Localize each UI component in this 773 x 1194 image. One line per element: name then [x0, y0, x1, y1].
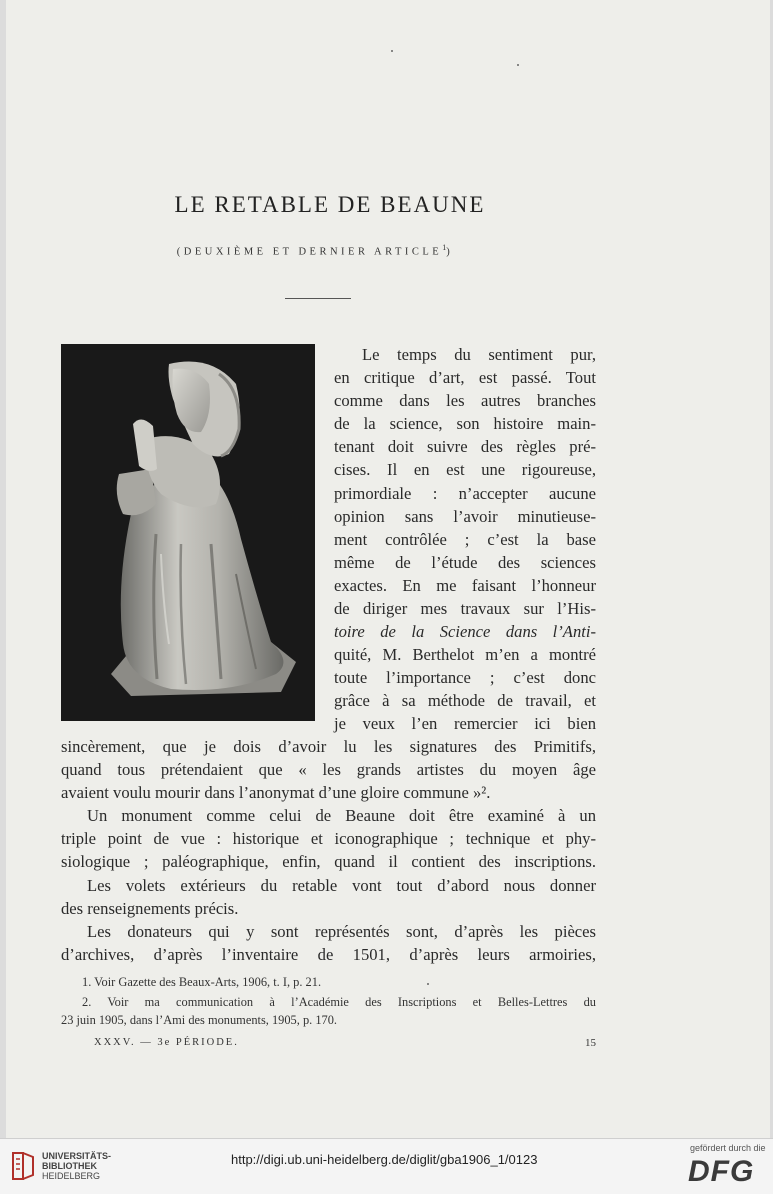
speck: [427, 983, 429, 985]
running-head: XXXV. — 3e PÉRIODE.: [94, 1037, 239, 1048]
article-subtitle: [0, 243, 630, 258]
library-line: HEIDELBERG: [42, 1171, 101, 1181]
body-line: quand tous prétendaient que « les grands artistes du moyen âge: [61, 760, 596, 779]
library-logo-icon[interactable]: [10, 1149, 36, 1183]
body-line: Les volets extérieurs du retable vont tout d’abord nous donner: [87, 876, 596, 895]
body-line: exactes. En me faisant l’honneur: [334, 576, 596, 595]
body-line: triple point de vue : historique et iconographique ; technique et phy-: [61, 829, 596, 848]
body-line: opinion sans l’avoir minutieuse-: [334, 507, 596, 526]
subtitle-close: ): [446, 246, 454, 258]
body-line: Les donateurs qui y sont représentés sont, d’après les pièces: [87, 922, 596, 941]
speck: [517, 64, 519, 66]
viewer-footer: [0, 1138, 773, 1194]
body-line: tenant doit suivre des règles pré-: [334, 437, 596, 456]
library-line: UNIVERSITÄTS-: [42, 1151, 112, 1161]
page-url-link[interactable]: http://digi.ub.uni-heidelberg.de/diglit/gba1906_1/0123: [231, 1152, 538, 1167]
body-line: en critique d’art, est passé. Tout: [334, 368, 596, 387]
body-line: de la science, son histoire main-: [334, 414, 596, 433]
body-line: ment contrôlée ; c’est la base: [334, 530, 596, 549]
footnote-2-cont: 23 juin 1905, dans l’Ami des monuments, 1905, p. 170.: [61, 1013, 338, 1027]
footnote-2: 2. Voir ma communication à l’Académie des Inscriptions et Belles-Lettres du: [82, 995, 596, 1009]
body-line: même de l’étude des sciences: [334, 553, 596, 572]
body-line: cises. Il en est une rigoureuse,: [334, 460, 596, 479]
subtitle-text: (DEUXIÈME ET DERNIER ARTICLE: [176, 246, 443, 258]
body-line: de diriger mes travaux sur l’His-: [334, 599, 596, 618]
body-line: comme dans les autres branches: [334, 391, 596, 410]
body-line: quité, M. Berthelot m’en a montré: [334, 645, 596, 664]
body-line: avaient voulu mourir dans l’anonymat d’une gloire commune »².: [61, 783, 491, 802]
body-line: des renseignements précis.: [61, 899, 239, 918]
funding-note: gefördert durch die: [690, 1143, 766, 1153]
footnote-1: 1. Voir Gazette des Beaux-Arts, 1906, t. I, p. 21.: [82, 975, 322, 989]
article-title: LE RETABLE DE BEAUNE: [174, 192, 486, 217]
body-line: siologique ; paléographique, enfin, quand il contient des inscriptions.: [61, 852, 596, 871]
subtitle-note-ref: 1: [442, 243, 447, 252]
body-line: d’archives, d’après l’inventaire de 1501, d’après leurs armoiries,: [61, 945, 596, 964]
title-divider: [285, 298, 351, 299]
body-line: je veux l’en remercier ici bien: [334, 714, 596, 733]
library-line: BIBLIOTHEK: [42, 1161, 97, 1171]
speck: [391, 50, 393, 52]
kneeling-statue-photo: [61, 344, 315, 721]
body-line: sincèrement, que je dois d’avoir lu les signatures des Primitifs,: [61, 737, 596, 756]
library-name: [42, 1151, 111, 1181]
statue-illustration: [61, 344, 315, 721]
dfg-logo[interactable]: DFG: [688, 1155, 755, 1188]
body-line: grâce à sa méthode de travail, et: [334, 691, 596, 710]
body-line: primordiale : n’accepter aucune: [334, 484, 596, 503]
page-number: 15: [585, 1037, 596, 1049]
body-line: Un monument comme celui de Beaune doit être examiné à un: [87, 806, 596, 825]
body-line: toire de la Science dans l’Anti-: [334, 622, 596, 641]
body-line: Le temps du sentiment pur,: [362, 345, 596, 364]
body-line: toute l’importance ; c’est donc: [334, 668, 596, 687]
